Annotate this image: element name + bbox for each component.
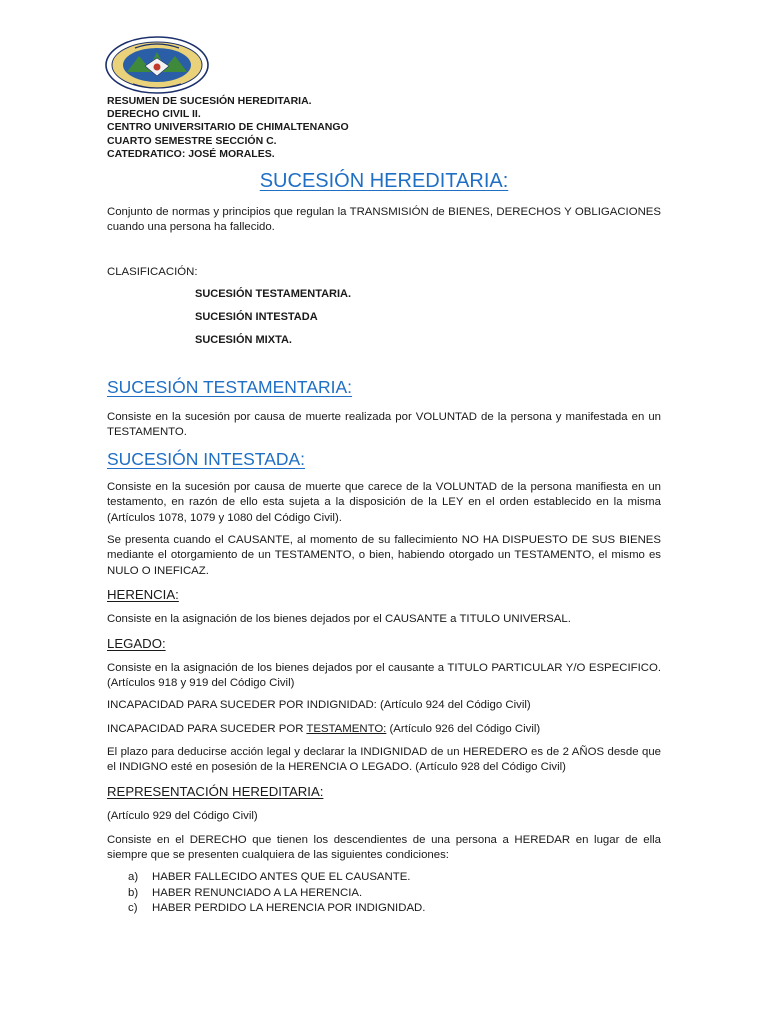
- incapacidad-indignidad: INCAPACIDAD PARA SUCEDER POR INDIGNIDAD: (Artículo 924 del Código Civil): [107, 699, 531, 711]
- intestada-paragraph-2: Se presenta cuando el CAUSANTE, al momento de su fallecimiento NO HA DISPUESTO DE SUS BIENES mediante el otorgamiento de un TESTAMENTO, o bien, habiendo otorgado un TESTAMENTO, el mismo es NULO O INEFICAZ.: [107, 534, 661, 577]
- section-heading-herencia: HERENCIA:: [107, 587, 179, 602]
- list-item: b) HABER RENUNCIADO A LA HERENCIA.: [128, 886, 363, 899]
- header-line: CENTRO UNIVERSITARIO DE CHIMALTENANGO: [107, 121, 349, 134]
- document-header: [107, 95, 349, 161]
- clasificacion-item: SUCESIÓN INTESTADA: [195, 311, 318, 323]
- plazo-paragraph: El plazo para deducirse acción legal y declarar la INDIGNIDAD de un HEREDERO es de 2 AÑOS desde que el INDIGNO esté en posesión de la HERENCIA O LEGADO. (Artículo 928 del Código Civil): [107, 746, 661, 774]
- representacion-articulo: (Artículo 929 del Código Civil): [107, 810, 258, 822]
- intestada-paragraph-1: Consiste en la sucesión por causa de muerte que carece de la VOLUNTAD de la persona manifiesta en un testamento, en razón de ello esta sujeta a la disposición de la LEY en el orden establecido en la misma (Artículos 1078, 1079 y 1080 del Código Civil).: [107, 481, 661, 524]
- clasificacion-item: SUCESIÓN MIXTA.: [195, 334, 292, 346]
- section-heading-representacion: REPRESENTACIÓN HEREDITARIA:: [107, 784, 324, 799]
- university-seal-icon: [105, 36, 209, 94]
- herencia-paragraph: Consiste en la asignación de los bienes dejados por el CAUSANTE a TITULO UNIVERSAL.: [107, 613, 571, 625]
- list-item: c) HABER PERDIDO LA HERENCIA POR INDIGNIDAD.: [128, 902, 426, 915]
- section-heading-legado: LEGADO:: [107, 636, 166, 651]
- clasificacion-item: SUCESIÓN TESTAMENTARIA.: [195, 288, 352, 300]
- section-heading-intestada: SUCESIÓN INTESTADA:: [107, 449, 306, 469]
- header-line: RESUMEN DE SUCESIÓN HEREDITARIA.: [107, 95, 312, 107]
- list-item: a) HABER FALLECIDO ANTES QUE EL CAUSANTE.: [128, 871, 411, 883]
- clasificacion-label: CLASIFICACIÓN:: [107, 266, 198, 278]
- conditions-list: [128, 870, 425, 917]
- testamentaria-paragraph: Consiste en la sucesión por causa de muerte realizada por VOLUNTAD de la persona y manifestada en un TESTAMENTO.: [107, 411, 661, 439]
- intro-paragraph: Conjunto de normas y principios que regulan la TRANSMISIÓN de BIENES, DERECHOS Y OBLIGACIONES cuando una persona ha fallecido.: [107, 206, 661, 234]
- representacion-paragraph: Consiste en el DERECHO que tienen los descendientes de una persona a HEREDAR en lugar de ella siempre que se presenten cualquiera de las siguientes condiciones:: [107, 834, 661, 862]
- page-title: SUCESIÓN HEREDITARIA:: [259, 170, 509, 192]
- incapacidad-testamento: INCAPACIDAD PARA SUCEDER POR TESTAMENTO: (Artículo 926 del Código Civil): [107, 723, 541, 735]
- section-heading-testamentaria: SUCESIÓN TESTAMENTARIA:: [107, 377, 353, 397]
- header-line: CATEDRATICO: JOSÉ MORALES.: [107, 147, 275, 160]
- header-line: CUARTO SEMESTRE SECCIÓN C.: [107, 134, 277, 147]
- header-line: DERECHO CIVIL II.: [107, 108, 201, 121]
- legado-paragraph: Consiste en la asignación de los bienes dejados por el causante a TITULO PARTICULAR Y/O ESPECIFICO. (Artículos 918 y 919 del Código Civil): [107, 662, 661, 690]
